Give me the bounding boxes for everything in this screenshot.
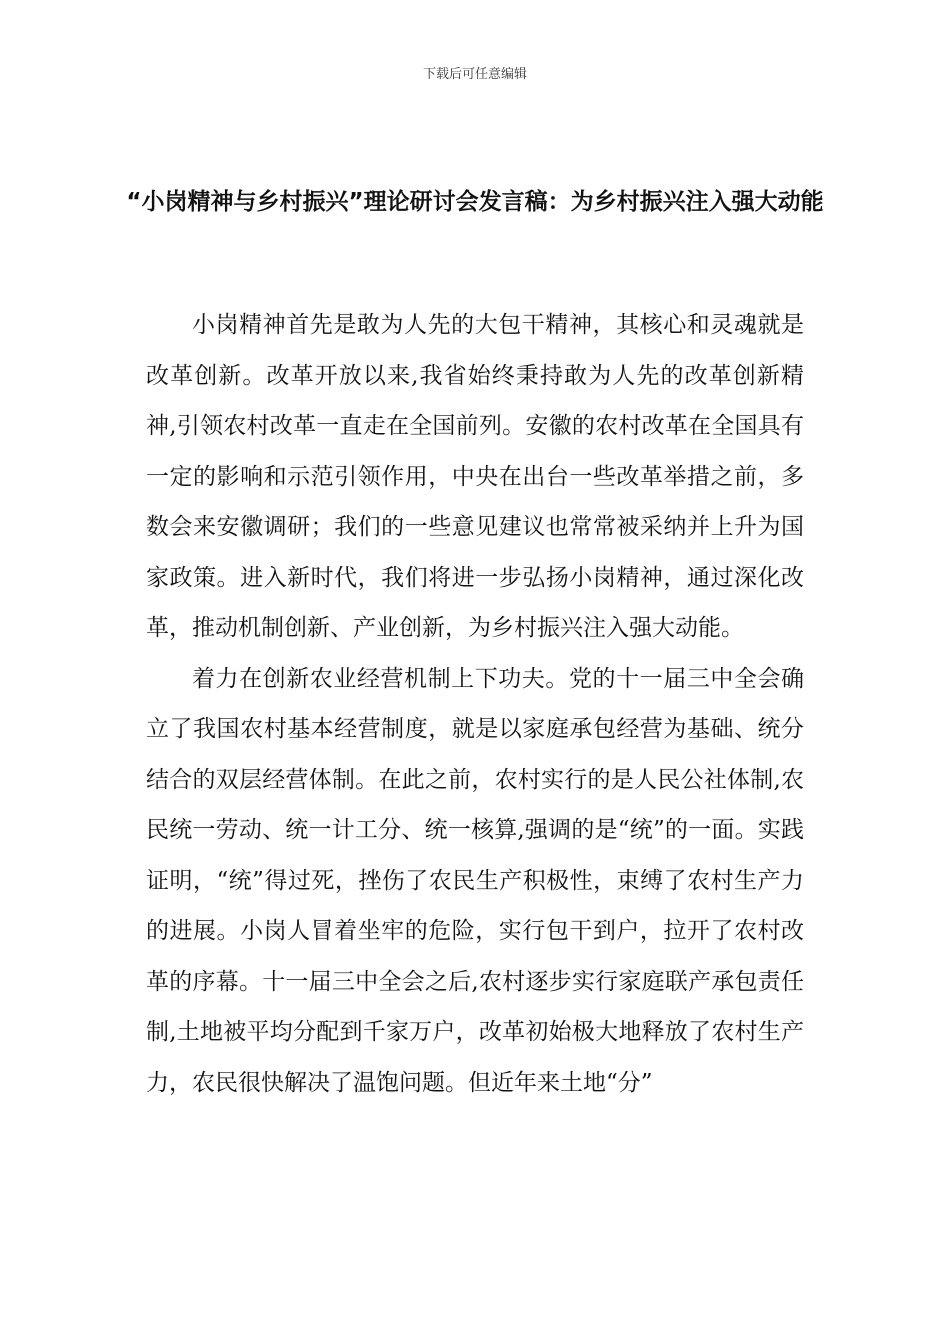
header-note: 下载后可任意编辑	[422, 67, 527, 82]
document-title: “小岗精神与乡村振兴”理论研讨会发言稿：为乡村振兴注入强大动能	[126, 189, 824, 215]
paragraph: 小岗精神首先是敢为人先的大包干精神，其核心和灵魂就是改革创新。改革开放以来,我省始终秉持敢为人先的改革创新精神,引领农村改革一直走在全国前列。安徽的农村改革在全国具有一定的影响和示范引领作用，中央在出台一些改革举措之前，多数会来安徽调研；我们的一些意见建议也常常被采纳并上升为国家政策。进入新时代，我们将进一步弘扬小岗精神，通过深化改革，推动机制创新、产业创新，为乡村振兴注入强大动能。	[146, 312, 804, 641]
paragraph: 着力在创新农业经营机制上下功夫。党的十一届三中全会确立了我国农村基本经营制度，就是以家庭承包经营为基础、统分结合的双层经营体制。在此之前，农村实行的是人民公社体制,农民统一劳动、统一计工分、统一核算,强调的是“统”的一面。实践证明，“统”得过死，挫伤了农民生产积极性，束缚了农村生产力的进展。小岗人冒着坐牢的危险，实行包干到户，拉开了农村改革的序幕。十一届三中全会之后,农村逐步实行家庭联产承包责任制,土地被平均分配到千家万户，改革初始极大地释放了农村生产力，农民很快解决了温饱问题。但近年来土地“分”	[146, 665, 804, 1096]
document-body	[146, 300, 804, 1108]
